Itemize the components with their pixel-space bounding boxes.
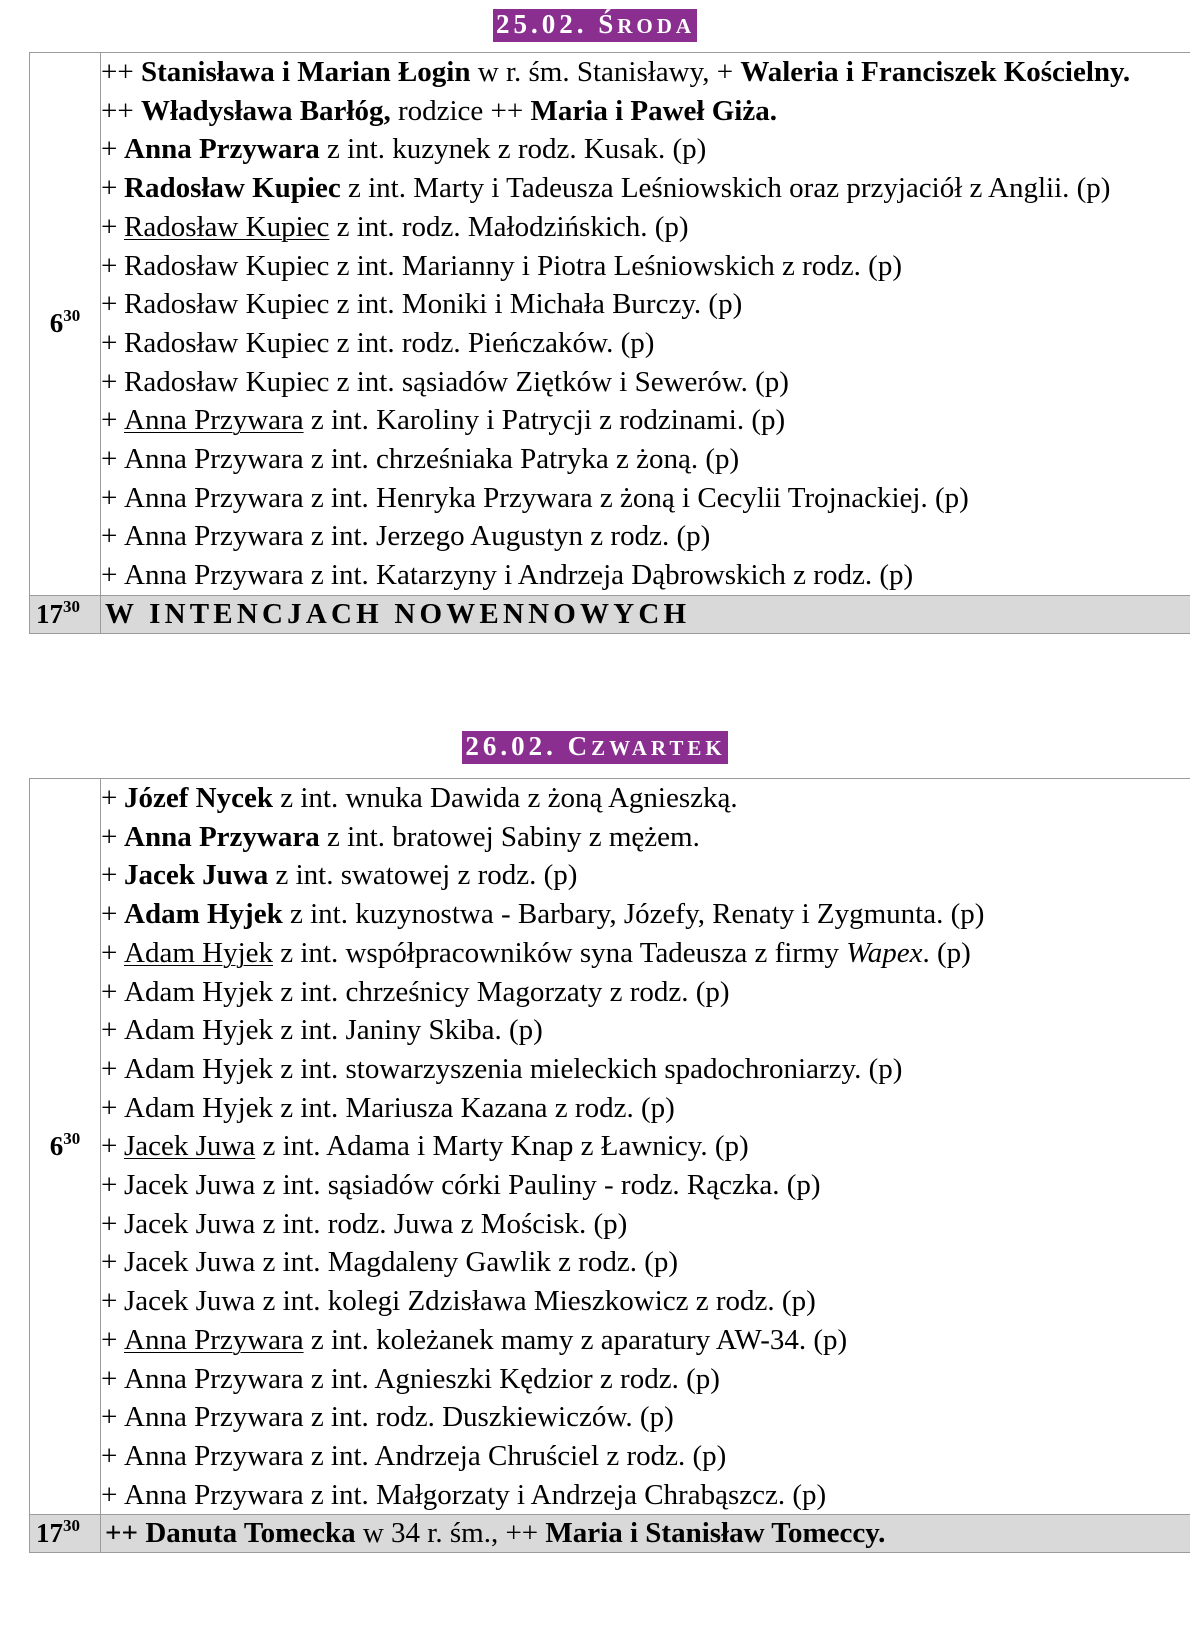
intention-item: + Anna Przywara z int. bratowej Sabiny z mężem. xyxy=(101,820,700,853)
mass-schedule-table-day1 xyxy=(29,52,1190,634)
date-text: 26.02. xyxy=(465,731,557,761)
intention-item: + Jacek Juwa z int. rodz. Juwa z Mościsk. (p) xyxy=(101,1207,628,1240)
evening-mass-row xyxy=(30,595,1190,633)
intention-item: + Anna Przywara z int. Jerzego Augustyn z rodz. (p) xyxy=(101,520,711,553)
intention-item: + Anna Przywara z int. Henryka Przywara z żoną i Cecylii Trojnackiej. (p) xyxy=(101,481,969,514)
intention-item: + Adam Hyjek z int. chrześnicy Magorzaty z rodz. (p) xyxy=(101,975,730,1008)
intention-item: + Adam Hyjek z int. stowarzyszenia mieleckich spadochroniarzy. (p) xyxy=(101,1052,903,1085)
intention-item: + Radosław Kupiec z int. rodz. Pieńczaków. (p) xyxy=(101,326,655,359)
evening-intention xyxy=(101,1515,1190,1553)
intention-item: + Jacek Juwa z int. sąsiadów córki Pauliny - rodz. Rączka. (p) xyxy=(101,1169,821,1202)
intention-item: + Anna Przywara z int. Małgorzaty i Andrzeja Chrabąszcz. (p) xyxy=(101,1478,827,1511)
intention-item: + Anna Przywara z int. chrześniaka Patryka z żoną. (p) xyxy=(101,443,740,476)
morning-mass-row xyxy=(30,53,1190,596)
intention-item: + Jacek Juwa z int. swatowej z rodz. (p) xyxy=(101,859,578,892)
morning-mass-row xyxy=(30,779,1190,1515)
intention-item: + Józef Nycek z int. wnuka Dawida z żoną Agnieszką. xyxy=(101,782,738,814)
mass-time: $17^{30}$ xyxy=(30,1515,101,1553)
intention-item: + Radosław Kupiec z int. sąsiadów Ziętków i Sewerów. (p) xyxy=(101,365,789,398)
weekday-rest: ZWARTEK xyxy=(591,736,726,760)
evening-mass-row xyxy=(30,1515,1190,1553)
intention-item: + Adam Hyjek z int. Mariusza Kazana z rodz. (p) xyxy=(101,1091,675,1124)
date-badge xyxy=(462,731,727,764)
day-header-thursday xyxy=(0,731,1190,764)
intention-item: + Adam Hyjek z int. kuzynostwa - Barbary, Józefy, Renaty i Zygmunta. (p) xyxy=(101,898,985,931)
intention-item: + Radosław Kupiec z int. Marianny i Piotra Leśniowskich z rodz. (p) xyxy=(101,249,902,282)
intention-item: + Radosław Kupiec z int. Marty i Tadeusza Leśniowskich oraz przyjaciół z Anglii. (p) xyxy=(101,172,1111,205)
mass-time: $17^{30}$ xyxy=(30,595,101,633)
day-header-wednesday xyxy=(0,9,1190,42)
intention-item: + Anna Przywara z int. Karoliny i Patrycji z rodzinami. (p) xyxy=(101,404,786,437)
evening-intention xyxy=(101,595,1190,633)
intention-item: ++ Stanisława i Marian Łogin w r. śm. Stanisławy, + Waleria i Franciszek Kościelny. xyxy=(101,56,1131,88)
intention-item: + Adam Hyjek z int. współpracowników syna Tadeusza z firmy Wapex. (p) xyxy=(101,936,971,969)
intentions-list xyxy=(101,53,1190,596)
intentions-list xyxy=(101,779,1190,1515)
mass-schedule-table-day2 xyxy=(29,778,1190,1553)
evening-intention-text: W INTENCJACH NOWENNOWYCH xyxy=(105,597,691,630)
intention-item: + Jacek Juwa z int. kolegi Zdzisława Mieszkowicz z rodz. (p) xyxy=(101,1285,816,1318)
intention-item: + Anna Przywara z int. Andrzeja Chruściel z rodz. (p) xyxy=(101,1439,727,1472)
weekday-rest: RODA xyxy=(617,14,696,38)
intention-item: + Jacek Juwa z int. Adama i Marty Knap z Ławnicy. (p) xyxy=(101,1130,749,1163)
intention-item: + Anna Przywara z int. Katarzyny i Andrzeja Dąbrowskich z rodz. (p) xyxy=(101,559,914,592)
evening-intention-text: ++ Danuta Tomecka w 34 r. śm., ++ Maria i Stanisław Tomeccy. xyxy=(105,1517,886,1550)
intention-item: + Jacek Juwa z int. Magdaleny Gawlik z rodz. (p) xyxy=(101,1246,679,1279)
weekday-initial: Ś xyxy=(598,9,618,39)
mass-time: $6^{30}$ xyxy=(30,779,101,1515)
intention-item: ++ Władysława Barłóg, rodzice ++ Maria i Paweł Giża. xyxy=(101,94,777,127)
intention-item: + Radosław Kupiec z int. Moniki i Michała Burczy. (p) xyxy=(101,288,743,321)
date-badge xyxy=(493,9,697,42)
intention-item: + Anna Przywara z int. Agnieszki Kędzior z rodz. (p) xyxy=(101,1362,720,1395)
intention-item: + Radosław Kupiec z int. rodz. Małodzińskich. (p) xyxy=(101,210,689,243)
weekday-initial: C xyxy=(567,731,592,761)
intention-item: + Anna Przywara z int. rodz. Duszkiewiczów. (p) xyxy=(101,1401,674,1434)
mass-time: $6^{30}$ xyxy=(30,53,101,596)
intention-item: + Anna Przywara z int. kuzynek z rodz. Kusak. (p) xyxy=(101,133,707,166)
date-text: 25.02. xyxy=(495,9,588,39)
intention-item: + Adam Hyjek z int. Janiny Skiba. (p) xyxy=(101,1014,543,1047)
intention-item: + Anna Przywara z int. koleżanek mamy z aparatury AW-34. (p) xyxy=(101,1323,848,1356)
